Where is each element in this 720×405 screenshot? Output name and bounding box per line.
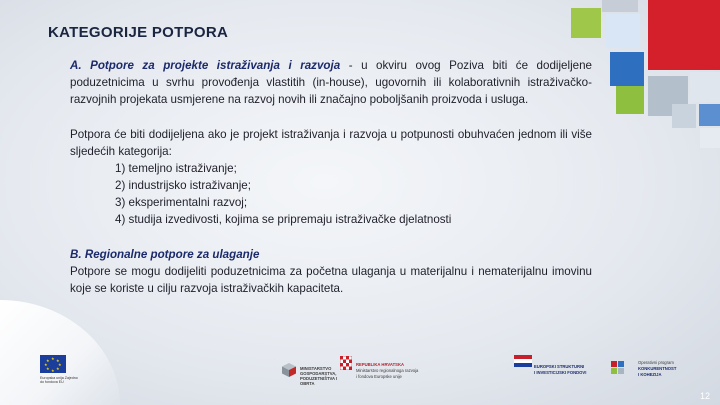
list-item: 2) industrijsko istraživanje; [115,179,251,192]
op-line3: I KOHEZIJA [638,372,662,377]
deco-square-light [690,72,720,102]
deco-square-gray [602,0,638,12]
section-b-heading: B. Regionalne potpore za ulaganje [70,248,260,261]
deco-square-light3 [700,128,720,148]
deco-square-blue2 [699,104,720,126]
paragraph-a-lead: A. Potpore za projekte istraživanja i razvoja [70,59,341,72]
op-line1: Operativni program [638,360,674,365]
page-title: KATEGORIJE POTPORA [48,24,229,41]
eu-flag-icon: ★ ★ ★ ★ ★ ★ ★ ★ [40,355,66,373]
deco-square-green [571,8,601,38]
section-b-body: Potpore se mogu dodijeliti poduzetnicima za početna ulaganja u materijalnu i nematerijalnu imovinu koje se koriste u cilju razvoja istraživačkih kapaciteta. [70,265,592,295]
paragraph-a-body: - u okviru ovog Poziva biti će dodijeljene poduzetnicima u svrhu provođenja vlastitih (in-house), ugovornih ili kolaborativnih istraživačko-razvojnih projekata usmjerene na razvoj novih ili značajno poboljšanih proizvoda i usluga. [70,59,592,106]
category-list [70,160,592,228]
op-logo-icon [611,361,625,375]
deco-square-blue-light [606,14,640,48]
croatian-coat-of-arms-icon [340,356,352,370]
page-curl-decoration [0,300,120,405]
ministry-regional-line1: REPUBLIKA HRVATSKA [356,362,405,367]
ministry-regional-line3: i fondova Europske unije [356,374,402,379]
esif-line1: EUROPSKI STRUKTURNI [534,364,585,369]
ministry-mingo-label: MINISTARSTVO GOSPODARSTVA, PODUZETNIŠTVA I OBRTA [300,366,338,386]
paragraph-a [70,57,592,108]
list-item: 4) studija izvedivosti, kojima se pripremaju istraživačke djelatnosti [115,213,452,226]
slide-content [70,57,592,297]
deco-square-blue [610,52,644,86]
paragraph-b: Potpora će biti dodijeljena ako je projekt istraživanja i razvoja u potpunosti obuhvaćen jednom ili više sljedećih kategorija: [70,128,592,158]
esif-flag-icon [514,355,532,367]
op-line2: KONKURENTNOST [638,366,677,371]
list-item: 1) temeljno istraživanje; [115,162,237,175]
deco-square-light2 [672,104,696,128]
eu-caption: Europska unija Zajedno do fondova EU [40,376,78,385]
cube-logo-icon [282,363,296,377]
ministry-regional-line2: Ministarstvo regionalnoga razvoja [356,368,419,373]
page-number: 12 [699,391,710,401]
deco-square-red [648,0,720,70]
esif-line2: I INVESTICIJSKI FONDOVI [534,370,587,375]
deco-square-green2 [616,86,644,114]
list-item: 3) eksperimentalni razvoj; [115,196,248,209]
